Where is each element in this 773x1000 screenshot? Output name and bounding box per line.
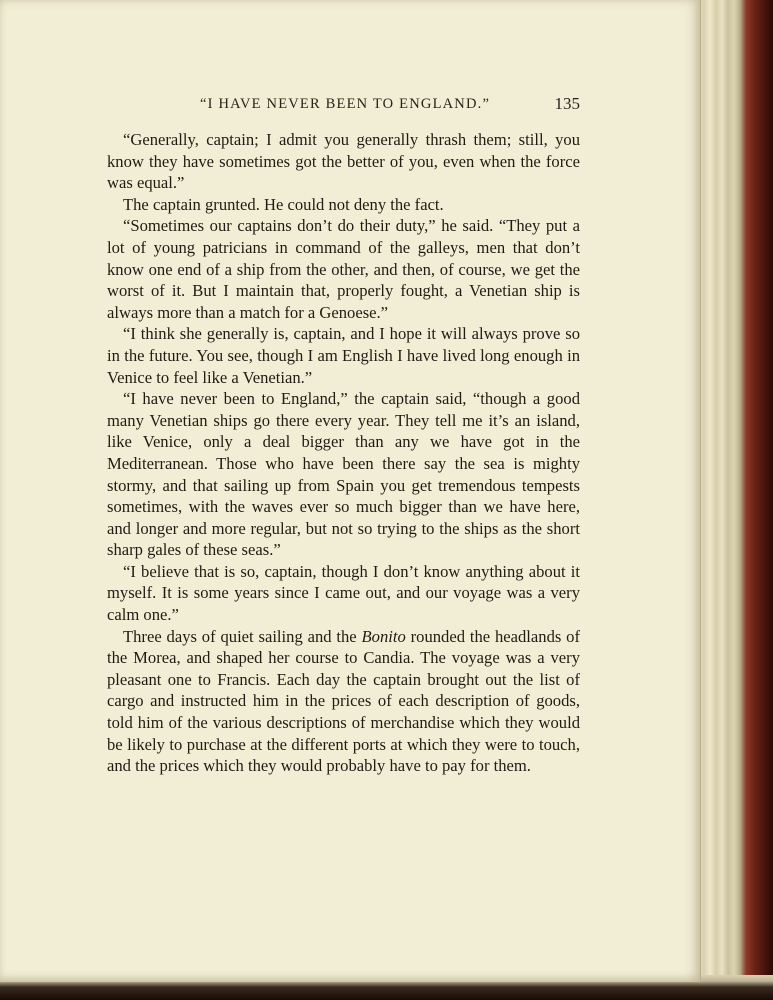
paragraph-text: Three days of quiet sailing and the	[123, 626, 362, 646]
paragraph: “I think she generally is, captain, and I hope it will always prove so in the future. You see, though I am English I have lived long enough in Venice to feel like a Venetian.”	[107, 324, 580, 387]
paragraph: “Sometimes our captains don’t do their duty,” he said. “They put a lot of young patricians in command of the galleys, men that don’t know one end of a ship from the other, and then, of course, we get the worst of it. But I maintain that, properly fought, a Venetian ship is always more than a match for a Genoese.”	[107, 216, 580, 322]
paragraph-text: rounded the headlands of the Morea, and shaped her course to Candia. The voyage was a very pleasant one to Francis. Each day the captain brought out the list of cargo and instructed him in the prices of each description of goods, told him of the various descriptions of merchandise which they would be likely to purchase at the different ports at which they were to touch, and the prices which they would probably have to pay for them.	[107, 626, 580, 776]
running-head: “I HAVE NEVER BEEN TO ENGLAND.”	[200, 96, 491, 112]
page-number: 135	[554, 94, 580, 113]
ship-name: Bonito	[361, 626, 406, 646]
body-text	[107, 129, 580, 777]
paragraph: “Generally, captain; I admit you generally thrash them; still, you know they have sometimes got the better of you, even when the force was equal.”	[107, 130, 580, 193]
paragraph	[107, 626, 580, 777]
paragraph: “I have never been to England,” the captain said, “though a good many Venetian ships go there every year. They tell me it’s an island, like Venice, only a deal bigger than any we have got in the Mediterranean. Those who have been there say the sea is mighty stormy, and that sailing up from Spain you get tremendous tempests sometimes, with the waves ever so much bigger than we have here, and longer and more regular, but not so trying to the ships as the short sharp gales of these seas.”	[107, 389, 580, 560]
paragraph: “I believe that is so, captain, though I don’t know anything about it myself. It is some years since I came out, and our voyage was a very calm one.”	[107, 561, 580, 625]
paragraph: The captain grunted. He could not deny the fact.	[123, 194, 444, 214]
page-header	[106, 96, 580, 118]
page-edges	[690, 0, 773, 1000]
